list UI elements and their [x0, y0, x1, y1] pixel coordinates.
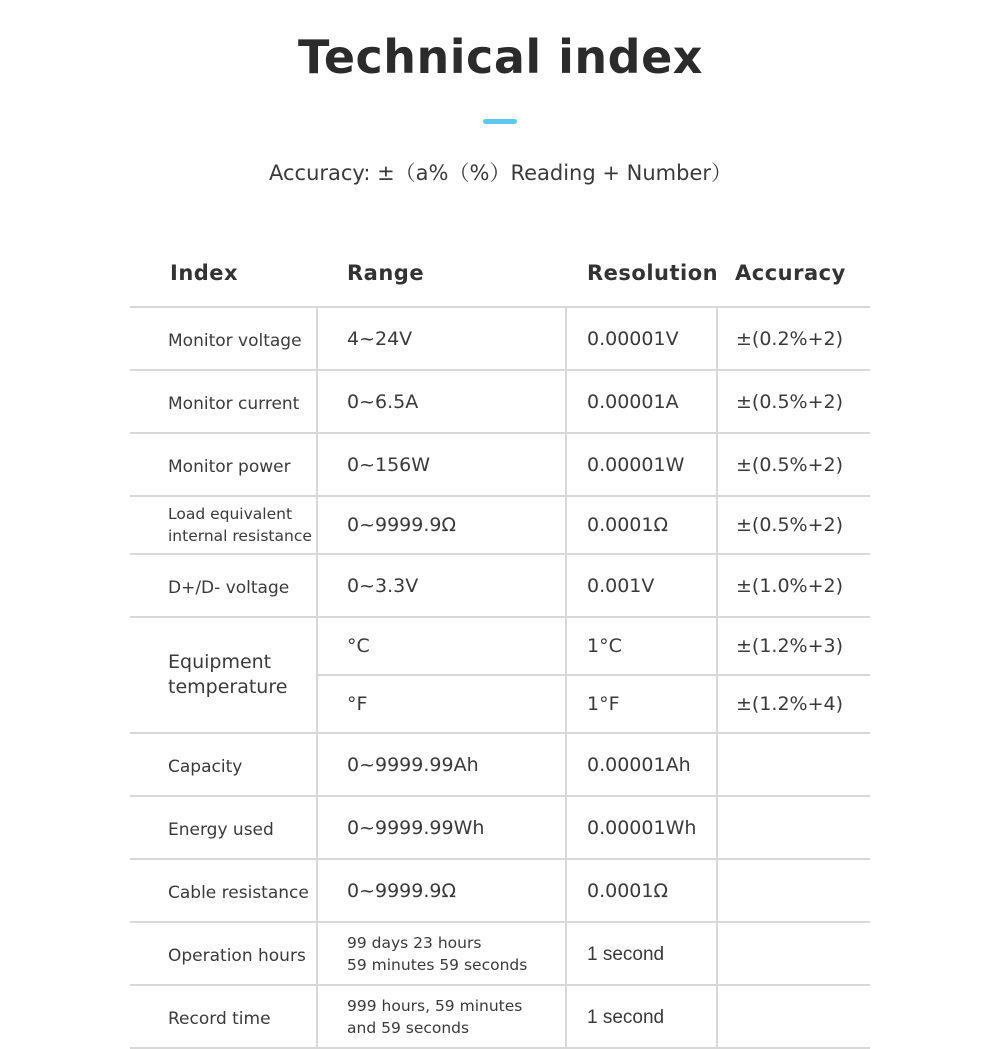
- range-line: 999 hours, 59 minutes: [347, 996, 523, 1015]
- range-cell: 0~9999.9Ω: [317, 496, 566, 554]
- accuracy-cell: ±(0.5%+2): [717, 433, 870, 496]
- table-row: [130, 433, 870, 496]
- index-cell: Monitor current: [130, 370, 317, 433]
- range-cell: °C: [317, 617, 566, 675]
- range-cell: 0~9999.99Ah: [317, 733, 566, 796]
- table-row: [130, 796, 870, 859]
- column-header-resolution: Resolution: [566, 240, 717, 307]
- index-cell: [130, 496, 317, 554]
- resolution-cell: 0.0001Ω: [566, 496, 717, 554]
- resolution-cell: 1°C: [566, 617, 717, 675]
- index-cell: D+/D- voltage: [130, 554, 317, 617]
- index-cell: [130, 617, 317, 733]
- range-line: and 59 seconds: [347, 1018, 470, 1037]
- title-accent-bar: [483, 119, 517, 124]
- range-cell: °F: [317, 675, 566, 733]
- index-cell: Cable resistance: [130, 859, 317, 922]
- range-cell: 0~9999.99Wh: [317, 796, 566, 859]
- index-cell: Operation hours: [130, 922, 317, 985]
- table-row: [130, 554, 870, 617]
- accuracy-cell: [717, 733, 870, 796]
- accuracy-cell: ±(0.5%+2): [717, 370, 870, 433]
- range-cell: 0~156W: [317, 433, 566, 496]
- table-row: [130, 370, 870, 433]
- table-row: [130, 307, 870, 370]
- index-cell: Monitor voltage: [130, 307, 317, 370]
- range-cell: 0~6.5A: [317, 370, 566, 433]
- range-cell: [317, 922, 566, 985]
- table-row: [130, 859, 870, 922]
- column-header-range: Range: [317, 240, 566, 307]
- column-header-accuracy: Accuracy: [717, 240, 870, 307]
- accuracy-cell: ±(0.2%+2): [717, 307, 870, 370]
- table-header-row: [130, 240, 870, 307]
- index-line: internal resistance: [168, 526, 312, 545]
- resolution-cell: 0.00001Ah: [566, 733, 717, 796]
- range-line: 99 days 23 hours: [347, 933, 482, 952]
- range-cell: 0~3.3V: [317, 554, 566, 617]
- accuracy-cell: ±(1.2%+4): [717, 675, 870, 733]
- resolution-cell: 0.00001V: [566, 307, 717, 370]
- resolution-cell: 0.00001A: [566, 370, 717, 433]
- resolution-cell: 0.0001Ω: [566, 859, 717, 922]
- table-row: [130, 733, 870, 796]
- index-line: temperature: [168, 675, 288, 698]
- column-header-index: Index: [130, 240, 317, 307]
- range-cell: 4~24V: [317, 307, 566, 370]
- index-cell: Energy used: [130, 796, 317, 859]
- range-cell: 0~9999.9Ω: [317, 859, 566, 922]
- spec-table: [130, 240, 870, 1049]
- accuracy-cell: ±(0.5%+2): [717, 496, 870, 554]
- accuracy-cell: [717, 985, 870, 1048]
- table-row: [130, 617, 870, 675]
- resolution-cell: 0.00001W: [566, 433, 717, 496]
- index-line: Equipment: [168, 650, 272, 673]
- accuracy-cell: [717, 796, 870, 859]
- table-row: [130, 985, 870, 1048]
- resolution-cell: 0.001V: [566, 554, 717, 617]
- index-cell: Capacity: [130, 733, 317, 796]
- range-line: 59 minutes 59 seconds: [347, 955, 528, 974]
- resolution-cell: 1°F: [566, 675, 717, 733]
- resolution-cell: 0.00001Wh: [566, 796, 717, 859]
- accuracy-cell: [717, 859, 870, 922]
- index-cell: Monitor power: [130, 433, 317, 496]
- accuracy-cell: [717, 922, 870, 985]
- accuracy-formula: Accuracy: ±（a%（%）Reading + Number）: [268, 161, 732, 185]
- resolution-cell: 1 second: [566, 922, 717, 985]
- resolution-cell: 1 second: [566, 985, 717, 1048]
- index-line: Load equivalent: [168, 504, 293, 523]
- page-title: Technical index: [298, 30, 703, 84]
- range-cell: [317, 985, 566, 1048]
- table-row: [130, 496, 870, 554]
- table-row: [130, 922, 870, 985]
- accuracy-cell: ±(1.2%+3): [717, 617, 870, 675]
- index-cell: Record time: [130, 985, 317, 1048]
- accuracy-cell: ±(1.0%+2): [717, 554, 870, 617]
